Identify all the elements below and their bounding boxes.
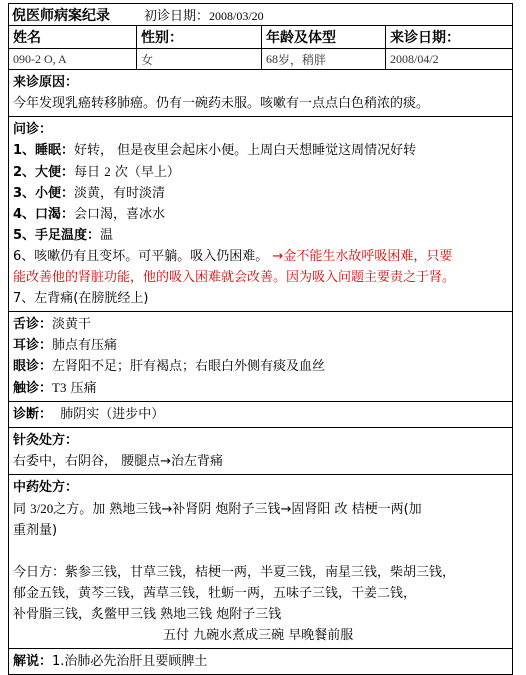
sleep-label: 1、睡眠：	[13, 143, 75, 158]
explanation-section	[9, 649, 512, 674]
tongue-exam	[13, 314, 508, 335]
patient-sex: 女	[137, 49, 262, 69]
herbal-line-2: 重剂量)	[13, 523, 58, 538]
cough-text: 6、咳嗽仍有且变坏。可平躺。吸入仍困难。	[13, 249, 269, 264]
palpation-label: 触诊：	[13, 381, 53, 396]
herbal-line-1	[13, 498, 508, 520]
acupuncture-label: 针灸处方：	[13, 433, 79, 448]
inquiry-sleep	[13, 140, 508, 161]
inquiry-limb-temp	[13, 225, 508, 246]
diagnosis-text: 肺阴实（进步中）	[60, 407, 165, 422]
palpation-text: 压痛	[70, 381, 97, 396]
diagnosis-label: 诊断：	[13, 407, 53, 422]
patient-values-row	[9, 49, 512, 70]
sex-header: 性别：	[137, 26, 262, 48]
age-header: 年龄及体型	[262, 26, 386, 48]
acupuncture-text: 右委中，右阴谷， 腰腿点→治左背痛	[13, 454, 224, 469]
tongue-label: 舌诊：	[13, 317, 53, 332]
herbal-spacer	[13, 541, 508, 562]
patient-header-row	[9, 26, 512, 49]
urine-label: 3、小便：	[13, 186, 75, 201]
first-visit-date: 2008/03/20	[209, 9, 264, 23]
ear-label: 耳诊：	[13, 338, 53, 353]
inquiry-thirst	[13, 204, 508, 225]
explanation-text: 1.治肺必先治肝且要顾脾土	[52, 654, 208, 669]
thirst-text: 会口渴，喜冰水	[74, 207, 166, 222]
record-title: 倪医师病案纪录	[12, 7, 110, 24]
first-visit	[144, 5, 264, 24]
inquiry-urine	[13, 183, 508, 204]
record-header	[8, 3, 513, 25]
stool-label: 2、大便：	[13, 165, 75, 180]
today-formula-2: 郁金五钱，黄芩三钱，茜草三钱，牡蛎一两，五味子三钱，干姜二钱，	[13, 586, 417, 601]
herbal-label: 中药处方：	[13, 480, 79, 495]
ear-exam	[13, 335, 508, 356]
reason-section	[9, 70, 512, 117]
age-number: 68	[266, 51, 278, 66]
stool-post: 次（早上）	[114, 165, 180, 180]
visit-date: 2008/04/2	[390, 51, 439, 66]
eye-label: 眼诊：	[13, 359, 53, 374]
explanation-label: 解说：	[13, 654, 53, 669]
palpation-vertebra: T3	[52, 380, 67, 395]
sleep-text: 好转， 但是夜里会起床小便。上周白天想睡觉这周情况好转	[74, 143, 417, 158]
tongue-text: 淡黄干	[52, 317, 92, 332]
arrow-icon: →	[272, 249, 284, 264]
today-formula-3: 补骨脂三钱，炙鳖甲三钱 熟地三钱 炮附子三钱	[13, 607, 282, 622]
herbal-line-1-pre: 同	[13, 502, 27, 517]
dosage-instructions: 五付 九碗水煮成三碗 早晚餐前服	[163, 628, 354, 643]
inquiry-back-pain: 7、左背痛(在膀胱经上)	[13, 291, 149, 306]
inquiry-label: 问诊：	[13, 122, 53, 137]
limb-temp-text: 温	[100, 228, 114, 243]
visit-date-header: 来诊日期：	[390, 30, 460, 46]
age-description: 岁，稍胖	[278, 52, 327, 67]
today-formula-1: 今日方：紫参三钱，甘草三钱，桔梗一两，半夏三钱，南星三钱，柴胡三钱，	[13, 565, 456, 580]
eye-exam	[13, 356, 508, 377]
patient-age	[262, 49, 386, 69]
thirst-label: 4、口渴：	[13, 207, 75, 222]
inquiry-cough	[13, 246, 508, 267]
record-table	[8, 25, 513, 675]
limb-temp-label: 5、手足温度：	[13, 228, 101, 243]
name-header: 姓名	[9, 26, 137, 48]
exam-section	[9, 312, 512, 402]
herbal-line-1-mid: 之方。加 熟地三钱→补肾阴 炮附子三钱→固肾阳 改 桔梗一两(加	[53, 502, 422, 517]
first-visit-label: 初诊日期：	[144, 9, 210, 24]
reason-text: 今年发现乳癌转移肺癌。仍有一碗药未服。咳嗽有一点点白色稍浓的痰。	[13, 96, 430, 111]
ear-text: 肺点有压痛	[52, 338, 118, 353]
diagnosis-section	[9, 402, 512, 428]
urine-text: 淡黄，有时淡清	[74, 186, 166, 201]
inquiry-section	[9, 117, 512, 312]
stool-count: 2	[104, 164, 111, 179]
palpation-exam	[13, 377, 508, 399]
acupuncture-section	[9, 428, 512, 475]
herbal-ref-date: 3/20	[30, 501, 54, 516]
eye-text: 左肾阳不足；肝有褐点；右眼白外侧有痰及血丝	[52, 359, 326, 374]
reason-label: 来诊原因：	[13, 75, 79, 90]
herbal-section	[9, 475, 512, 649]
cough-note-2: 能改善他的肾脏功能，他的吸入困难就会改善。因为吸入问题主要责之于肾。	[13, 270, 456, 285]
inquiry-stool	[13, 161, 508, 183]
stool-pre: 每日	[74, 165, 101, 180]
cough-note-1: 金不能生水故呼吸困难，只要	[283, 249, 453, 264]
patient-name: 090-2 O, A	[9, 49, 137, 69]
